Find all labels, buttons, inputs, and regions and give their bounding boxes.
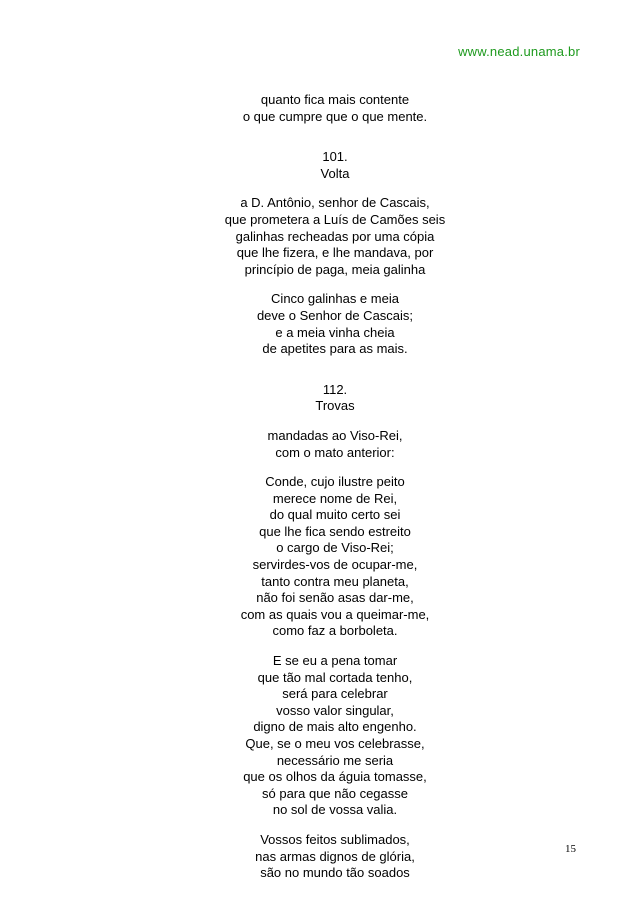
poem-number: 101. [322, 149, 348, 165]
verse-line: E se eu a pena tomar [272, 653, 398, 669]
poem-dedication-line: que lhe fizera, e lhe mandava, por [236, 245, 434, 261]
verse-line: Cinco galinhas e meia [271, 291, 399, 307]
poem-title: Volta [320, 165, 350, 181]
poem-number: 112. [322, 381, 348, 397]
verse-line: quanto fica mais contente [260, 92, 410, 107]
verse-line: merece nome de Rei, [272, 490, 398, 506]
verse-line: só para que não cegasse [262, 785, 408, 801]
verse-line: Vossos feitos sublimados, [260, 831, 410, 847]
verse-line: são no mundo tão soados [260, 865, 410, 881]
verse-line: não foi senão asas dar-me, [256, 590, 414, 606]
poem-dedication-line: princípio de paga, meia galinha [244, 261, 426, 277]
verse-line: tanto contra meu planeta, [261, 573, 409, 589]
verse-line: como faz a borboleta. [272, 623, 398, 639]
poem-dedication-line: que prometera a Luís de Camões seis [224, 211, 446, 227]
page-number: 15 [565, 843, 576, 855]
verse-line: será para celebrar [282, 686, 388, 702]
verse-line: que lhe fica sendo estreito [259, 523, 411, 539]
verse-line: que tão mal cortada tenho, [257, 669, 413, 685]
verse-line: que os olhos da águia tomasse, [243, 769, 427, 785]
poem-body [0, 92, 638, 882]
verse-line: de apetites para as mais. [262, 341, 408, 357]
poem-dedication-line: galinhas recheadas por uma cópia [235, 228, 435, 244]
verse-line: nas armas dignos de glória, [255, 848, 415, 864]
verse-line: Que, se o meu vos celebrasse, [245, 736, 425, 751]
poem-title: Trovas [315, 398, 355, 414]
verse-line: vosso valor singular, [276, 702, 394, 718]
site-url: www.nead.unama.br [458, 44, 580, 59]
verse-line: Conde, cujo ilustre peito [265, 474, 405, 490]
verse-line: digno de mais alto engenho. [253, 719, 417, 735]
poem-dedication-line: mandadas ao Viso-Rei, [267, 427, 403, 443]
verse-line: com as quais vou a queimar-me, [240, 606, 430, 622]
verse-line: necessário me seria [276, 752, 394, 768]
verse-line: no sol de vossa valia. [272, 802, 398, 818]
verse-line: servirdes-vos de ocupar-me, [252, 557, 418, 573]
poem-dedication-line: a D. Antônio, senhor de Cascais, [240, 195, 430, 211]
verse-line: o que cumpre que o que mente. [242, 108, 428, 124]
verse-line: deve o Senhor de Cascais; [256, 307, 414, 323]
verse-line: do qual muito certo sei [269, 507, 401, 523]
poem-dedication-line: com o mato anterior: [275, 444, 395, 460]
verse-line: e a meia vinha cheia [275, 324, 395, 340]
verse-line: o cargo de Viso-Rei; [276, 540, 394, 556]
